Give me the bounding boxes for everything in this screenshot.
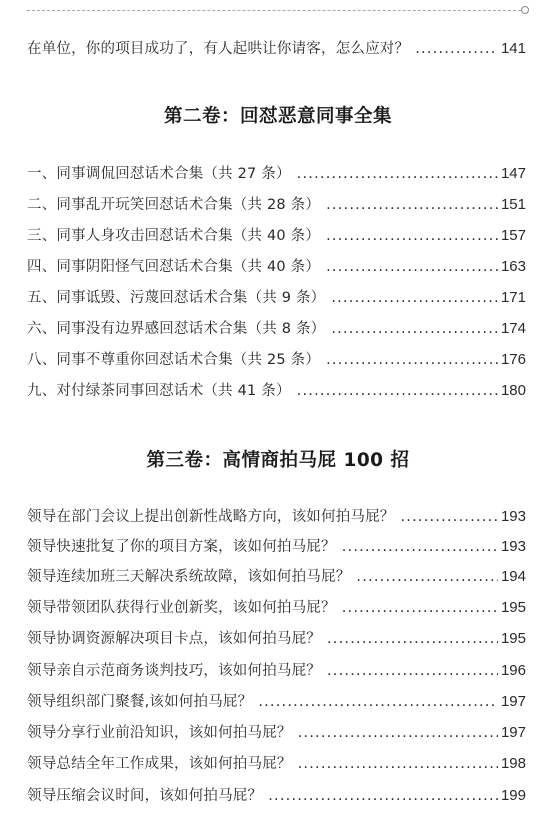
toc-entry[interactable] <box>27 785 526 807</box>
toc-leader-dots <box>331 318 498 340</box>
toc-leader-dots <box>326 256 498 278</box>
toc-entry-page: 174 <box>500 320 526 337</box>
toc-leader-dots <box>331 287 498 309</box>
toc-entry-page: 157 <box>500 227 526 244</box>
toc-entry-page: 193 <box>500 508 526 525</box>
toc-entry-page: 147 <box>500 165 526 182</box>
toc-entry-page: 197 <box>500 693 526 710</box>
toc-leader-dots <box>268 785 498 807</box>
toc-entry-title: 领导协调资源解决项目卡点，该如何拍马屁？ <box>27 631 321 647</box>
toc-leader-dots <box>327 660 498 682</box>
toc-entry-title: 在单位，你的项目成功了，有人起哄让你请客，怎么应对？ <box>27 41 410 57</box>
toc-leader-dots <box>342 536 498 558</box>
toc-entry-page: 195 <box>500 599 526 616</box>
toc-leader-dots <box>327 628 498 650</box>
top-dashed-rule <box>27 10 521 11</box>
toc-leader-dots <box>326 225 498 247</box>
toc-entry[interactable] <box>27 38 526 60</box>
toc-entry[interactable] <box>27 628 526 650</box>
volume2-heading: 第二卷：回怼恶意同事全集 <box>163 106 392 127</box>
toc-entry-title: 六、同事没有边界感回怼话术合集（共 8 条） <box>27 321 326 337</box>
toc-entry-title: 九、对付绿茶同事回怼话术（共 41 条） <box>27 383 291 399</box>
toc-entry-page: 195 <box>500 630 526 647</box>
toc-leader-dots <box>297 380 498 402</box>
toc-entry-page: 194 <box>500 568 526 585</box>
toc-leader-dots <box>326 349 498 371</box>
toc-entry-title: 四、同事阴阳怪气回怼话术合集（共 40 条） <box>27 259 321 275</box>
toc-entry-page: 163 <box>500 258 526 275</box>
toc-entry[interactable] <box>27 536 526 558</box>
toc-entry-page: 196 <box>500 662 526 679</box>
toc-leader-dots <box>298 753 498 775</box>
toc-entry-page: 180 <box>500 382 526 399</box>
toc-entry-title: 三、同事人身攻击回怼话术合集（共 40 条） <box>27 228 321 244</box>
toc-entry-page: 141 <box>500 40 526 57</box>
toc-entry-title: 一、同事调侃回怼话术合集（共 27 条） <box>27 166 291 182</box>
toc-entry-title: 领导分享行业前沿知识，该如何拍马屁？ <box>27 725 292 741</box>
toc-entry[interactable] <box>27 506 526 528</box>
toc-leader-dots <box>298 722 498 744</box>
toc-leader-dots <box>401 506 498 528</box>
toc-entry[interactable] <box>27 722 526 744</box>
toc-entry[interactable] <box>27 597 526 619</box>
toc-entry-title: 领导连续加班三天解决系统故障，该如何拍马屁？ <box>27 569 351 585</box>
volume3-heading: 第三卷：高情商拍马屁 100 招 <box>146 450 410 471</box>
toc-leader-dots <box>326 194 498 216</box>
toc-entry[interactable] <box>27 691 526 713</box>
toc-entry-title: 领导在部门会议上提出创新性战略方向，该如何拍马屁？ <box>27 509 395 525</box>
toc-entry-title: 领导带领团队获得行业创新奖，该如何拍马屁？ <box>27 600 336 616</box>
toc-entry[interactable] <box>27 256 526 278</box>
toc-entry[interactable] <box>27 318 526 340</box>
toc-entry-title: 领导组织部门聚餐,该如何拍马屁？ <box>27 694 253 710</box>
toc-entry[interactable] <box>27 349 526 371</box>
toc-leader-dots <box>356 566 498 588</box>
toc-entry-title: 二、同事乱开玩笑回怼话术合集（共 28 条） <box>27 197 321 213</box>
toc-entry[interactable] <box>27 225 526 247</box>
toc-entry[interactable] <box>27 566 526 588</box>
toc-leader-dots <box>342 597 498 619</box>
toc-entry[interactable] <box>27 380 526 402</box>
toc-entry-title: 五、同事诋毁、污蔑回怼话术合集（共 9 条） <box>27 290 326 306</box>
toc-entry-title: 八、同事不尊重你回怼话术合集（共 25 条） <box>27 352 321 368</box>
toc-entry-title: 领导总结全年工作成果，该如何拍马屁？ <box>27 756 292 772</box>
toc-entry-page: 198 <box>500 755 526 772</box>
toc-entry-page: 171 <box>500 289 526 306</box>
toc-leader-dots <box>258 691 498 713</box>
toc-entry[interactable] <box>27 163 526 185</box>
top-rule-circle-icon <box>521 6 529 14</box>
toc-entry-title: 领导压缩会议时间，该如何拍马屁？ <box>27 788 263 804</box>
toc-leader-dots <box>297 163 498 185</box>
toc-entry[interactable] <box>27 287 526 309</box>
toc-entry-title: 领导亲自示范商务谈判技巧，该如何拍马屁？ <box>27 663 321 679</box>
toc-entry-page: 197 <box>500 724 526 741</box>
toc-entry-page: 176 <box>500 351 526 368</box>
toc-entry-title: 领导快速批复了你的项目方案，该如何拍马屁？ <box>27 539 336 555</box>
toc-entry[interactable] <box>27 660 526 682</box>
toc-leader-dots <box>415 38 498 60</box>
toc-entry-page: 193 <box>500 538 526 555</box>
toc-entry-page: 151 <box>500 196 526 213</box>
toc-entry-page: 199 <box>500 787 526 804</box>
toc-entry[interactable] <box>27 194 526 216</box>
toc-entry[interactable] <box>27 753 526 775</box>
